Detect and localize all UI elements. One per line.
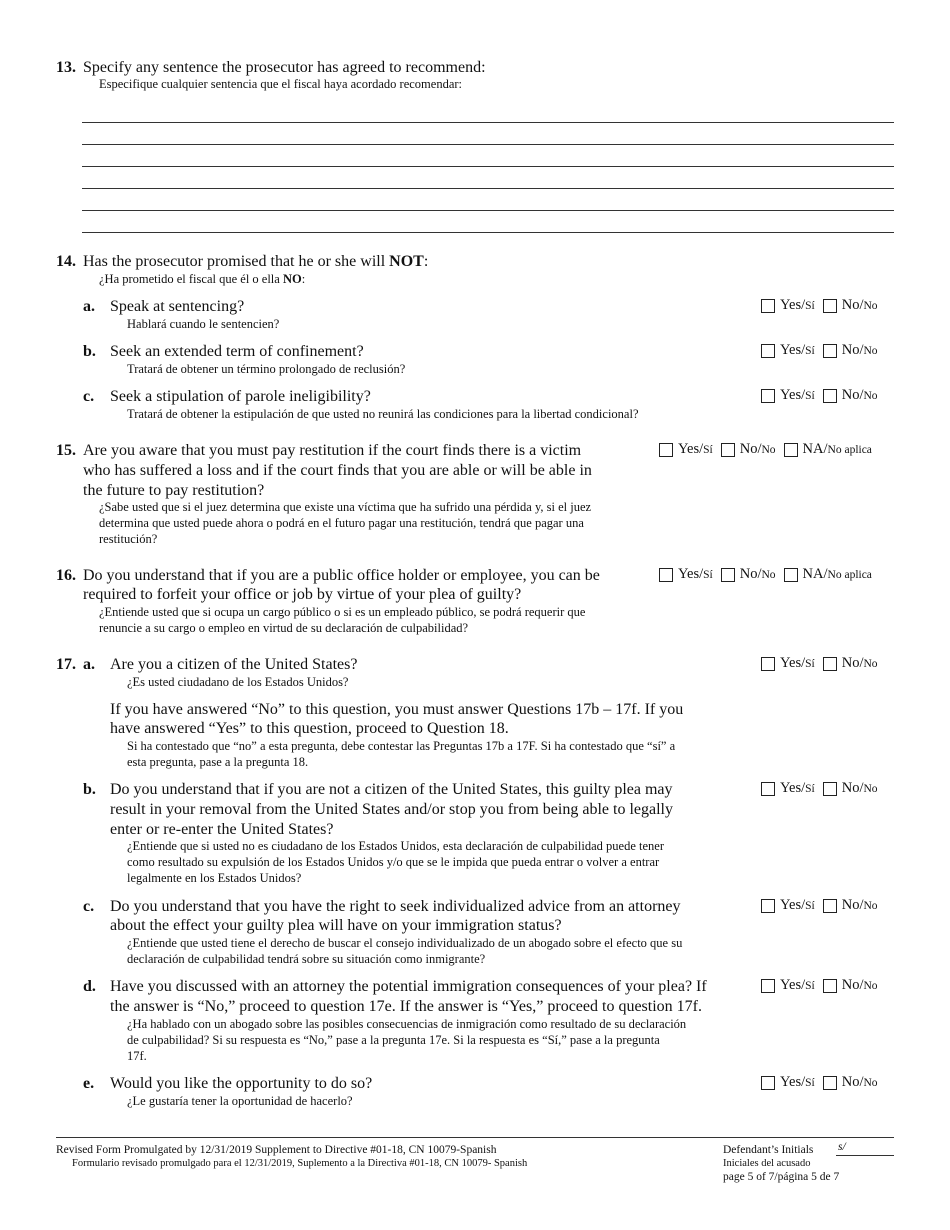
na-checkbox[interactable] <box>784 568 798 582</box>
no-option[interactable]: No/ No <box>823 977 878 994</box>
q17-note-line: If you have answered “No” to this question, you must answer Questions 17b – 17f. If you <box>110 701 684 718</box>
q17d-question-line: Have you discussed with an attorney the potential immigration consequences of your plea? If <box>110 978 707 995</box>
q17c-options <box>761 897 878 914</box>
initials-line <box>836 1155 894 1156</box>
q14-question: Has the prosecutor promised that he or she will NOT: <box>83 253 429 270</box>
yes-checkbox[interactable] <box>761 1076 775 1090</box>
q14b-letter: b. <box>83 343 96 360</box>
no-checkbox[interactable] <box>823 979 837 993</box>
na-option[interactable]: NA/ No aplica <box>784 441 872 458</box>
footer-form-info: Revised Form Promulgated by 12/31/2019 Supplement to Directive #01-18, CN 10079-Spanish <box>56 1144 497 1156</box>
q16-number: 16. <box>56 567 76 584</box>
no-option[interactable]: No/ No <box>721 566 776 583</box>
no-option[interactable]: No/ No <box>823 1074 878 1091</box>
yes-checkbox[interactable] <box>761 782 775 796</box>
q15-question-es-line: restitución? <box>99 532 158 546</box>
answer-line[interactable] <box>82 188 894 189</box>
no-checkbox[interactable] <box>823 1076 837 1090</box>
q17-note-es-line: esta pregunta, pase a la pregunta 18. <box>127 755 309 769</box>
yes-checkbox[interactable] <box>761 299 775 313</box>
q16-question-es-line: renuncie a su cargo o empleo en virtud de su declaración de culpabilidad? <box>99 621 469 635</box>
q17d-question-es-line: 17f. <box>127 1049 147 1063</box>
q16-options <box>659 566 872 583</box>
yes-option[interactable]: Yes/ Sí <box>761 387 815 404</box>
page-number: page 5 of 7/página 5 de 7 <box>723 1171 840 1183</box>
q13-question: Specify any sentence the prosecutor has agreed to recommend: <box>83 59 486 76</box>
q14c-letter: c. <box>83 388 95 405</box>
q15-question-es-line: determina que usted puede ahora o podrá en el futuro pagar una restitución, tendrá que pagar una <box>99 516 584 530</box>
answer-line[interactable] <box>82 122 894 123</box>
q17e-question-es: ¿Le gustaría tener la oportunidad de hacerlo? <box>127 1094 353 1108</box>
q15-question-line: who has suffered a loss and if the court finds that you are able or will be able in <box>83 462 592 479</box>
q14c-question-es: Tratará de obtener la estipulación de que usted no reunirá las condiciones para la libertad condicional? <box>127 407 639 421</box>
no-checkbox[interactable] <box>823 299 837 313</box>
q17b-question-es-line: legalmente en los Estados Unidos? <box>127 871 302 885</box>
q17d-question-es-line: ¿Ha hablado con un abogado sobre las posibles consecuencias de inmigración como resultado de su declaración <box>127 1017 687 1031</box>
yes-option[interactable]: Yes/ Sí <box>761 342 815 359</box>
q14c-options <box>761 387 878 404</box>
q17c-question-es-line: declaración de culpabilidad tendrá sobre su situación como inmigrante? <box>127 952 486 966</box>
no-checkbox[interactable] <box>721 443 735 457</box>
no-option[interactable]: No/ No <box>721 441 776 458</box>
yes-option[interactable]: Yes/ Sí <box>761 655 815 672</box>
q14-question-es: ¿Ha prometido el fiscal que él o ella NO: <box>99 272 306 286</box>
yes-option[interactable]: Yes/ Sí <box>761 1074 815 1091</box>
no-checkbox[interactable] <box>823 899 837 913</box>
na-option[interactable]: NA/ No aplica <box>784 566 872 583</box>
yes-option[interactable]: Yes/ Sí <box>659 566 713 583</box>
q17d-options <box>761 977 878 994</box>
q15-question-line: Are you aware that you must pay restitution if the court finds there is a victim <box>83 442 582 459</box>
q17-note-es-line: Si ha contestado que “no” a esta pregunta, debe contestar las Preguntas 17b a 17F. Si ha contestado que “sí” a <box>127 739 676 753</box>
defendant-initials-label: Defendant’s Initials <box>723 1144 814 1156</box>
q17a-letter: a. <box>83 656 95 673</box>
q15-number: 15. <box>56 442 76 459</box>
no-checkbox[interactable] <box>823 657 837 671</box>
no-checkbox[interactable] <box>721 568 735 582</box>
na-checkbox[interactable] <box>784 443 798 457</box>
q17b-options <box>761 780 878 797</box>
answer-line[interactable] <box>82 144 894 145</box>
yes-checkbox[interactable] <box>761 899 775 913</box>
yes-checkbox[interactable] <box>659 443 673 457</box>
yes-checkbox[interactable] <box>659 568 673 582</box>
no-option[interactable]: No/ No <box>823 655 878 672</box>
no-option[interactable]: No/ No <box>823 342 878 359</box>
q14a-question: Speak at sentencing? <box>110 298 245 315</box>
q14b-question-es: Tratará de obtener un término prolongado de reclusión? <box>127 362 406 376</box>
q17a-question: Are you a citizen of the United States? <box>110 656 358 673</box>
q17e-question: Would you like the opportunity to do so? <box>110 1075 373 1092</box>
q15-options <box>659 441 872 458</box>
q17a-question-es: ¿Es usted ciudadano de los Estados Unidos? <box>127 675 349 689</box>
q17d-question-line: the answer is “No,” proceed to question 17e. If the answer is “Yes,” proceed to question 17f. <box>110 998 702 1015</box>
q17d-question-es-line: de culpabilidad? Si su respuesta es “No,” pase a la pregunta 17e. Si la respuesta es “Sí,” pase a la pregunta <box>127 1033 660 1047</box>
q17b-question-line: enter or re-enter the United States? <box>110 821 334 838</box>
no-option[interactable]: No/ No <box>823 387 878 404</box>
q17-note-line: have answered “Yes” to this question, proceed to Question 18. <box>110 720 509 737</box>
q17b-question-es-line: como resultado su expulsión de los Estados Unidos y/o que se le impida que pueda entrar o volver a entrar <box>127 855 660 869</box>
q14c-question: Seek a stipulation of parole ineligibility? <box>110 388 371 405</box>
q14a-letter: a. <box>83 298 95 315</box>
q13-question-es: Especifique cualquier sentencia que el fiscal haya acordado recomendar: <box>99 77 463 91</box>
q17b-question-es-line: ¿Entiende que si usted no es ciudadano de los Estados Unidos, esta declaración de culpabilidad puede tener <box>127 839 664 853</box>
answer-line[interactable] <box>82 210 894 211</box>
q17e-letter: e. <box>83 1075 95 1092</box>
q17b-question-line: Do you understand that if you are not a citizen of the United States, this guilty plea may <box>110 781 673 798</box>
no-option[interactable]: No/ No <box>823 897 878 914</box>
no-option[interactable]: No/ No <box>823 297 878 314</box>
q15-question-line: the future to pay restitution? <box>83 482 265 499</box>
q14b-options <box>761 342 878 359</box>
defendant-initials-label-es: Iniciales del acusado <box>723 1158 811 1169</box>
footer-form-info-es: Formulario revisado promulgado para el 12/31/2019, Suplemento a la Directiva #01-18, CN 10079- Spanish <box>72 1158 528 1169</box>
answer-line[interactable] <box>82 166 894 167</box>
yes-option[interactable]: Yes/ Sí <box>761 897 815 914</box>
yes-checkbox[interactable] <box>761 344 775 358</box>
q17c-question-line: about the effect your guilty plea will have on your immigration status? <box>110 917 562 934</box>
yes-option[interactable]: Yes/ Sí <box>761 297 815 314</box>
yes-option[interactable]: Yes/ Sí <box>761 780 815 797</box>
q17c-letter: c. <box>83 898 95 915</box>
q17-number: 17. <box>56 656 76 673</box>
yes-option[interactable]: Yes/ Sí <box>761 977 815 994</box>
q17c-question-line: Do you understand that you have the right to seek individualized advice from an attorney <box>110 898 681 915</box>
q17b-question-line: result in your removal from the United States and/or stop you from being able to legally <box>110 801 673 818</box>
no-checkbox[interactable] <box>823 782 837 796</box>
initials-value[interactable]: s/ <box>838 1141 846 1153</box>
yes-checkbox[interactable] <box>761 979 775 993</box>
q13-number: 13. <box>56 59 76 76</box>
q14-number: 14. <box>56 253 76 270</box>
q14a-question-es: Hablará cuando le sentencien? <box>127 317 280 331</box>
q17d-letter: d. <box>83 978 96 995</box>
yes-checkbox[interactable] <box>761 657 775 671</box>
q16-question-line: Do you understand that if you are a public office holder or employee, you can be <box>83 567 600 584</box>
no-option[interactable]: No/ No <box>823 780 878 797</box>
yes-checkbox[interactable] <box>761 389 775 403</box>
q14a-options <box>761 297 878 314</box>
q17e-options <box>761 1074 878 1091</box>
q14b-question: Seek an extended term of confinement? <box>110 343 364 360</box>
no-checkbox[interactable] <box>823 344 837 358</box>
q15-question-es-line: ¿Sabe usted que si el juez determina que existe una víctima que ha sufrido una pérdida y, si el juez <box>99 500 592 514</box>
no-checkbox[interactable] <box>823 389 837 403</box>
q16-question-es-line: ¿Entiende usted que si ocupa un cargo público o si es un empleado público, se podrá requerir que <box>99 605 586 619</box>
yes-option[interactable]: Yes/ Sí <box>659 441 713 458</box>
footer-divider <box>56 1137 894 1138</box>
answer-line[interactable] <box>82 232 894 233</box>
q17b-letter: b. <box>83 781 96 798</box>
q16-question-line: required to forfeit your office or job by virtue of your plea of guilty? <box>83 586 522 603</box>
q17c-question-es-line: ¿Entiende que usted tiene el derecho de buscar el consejo individualizado de un abogado sobre el efecto que su <box>127 936 683 950</box>
q17a-options <box>761 655 878 672</box>
